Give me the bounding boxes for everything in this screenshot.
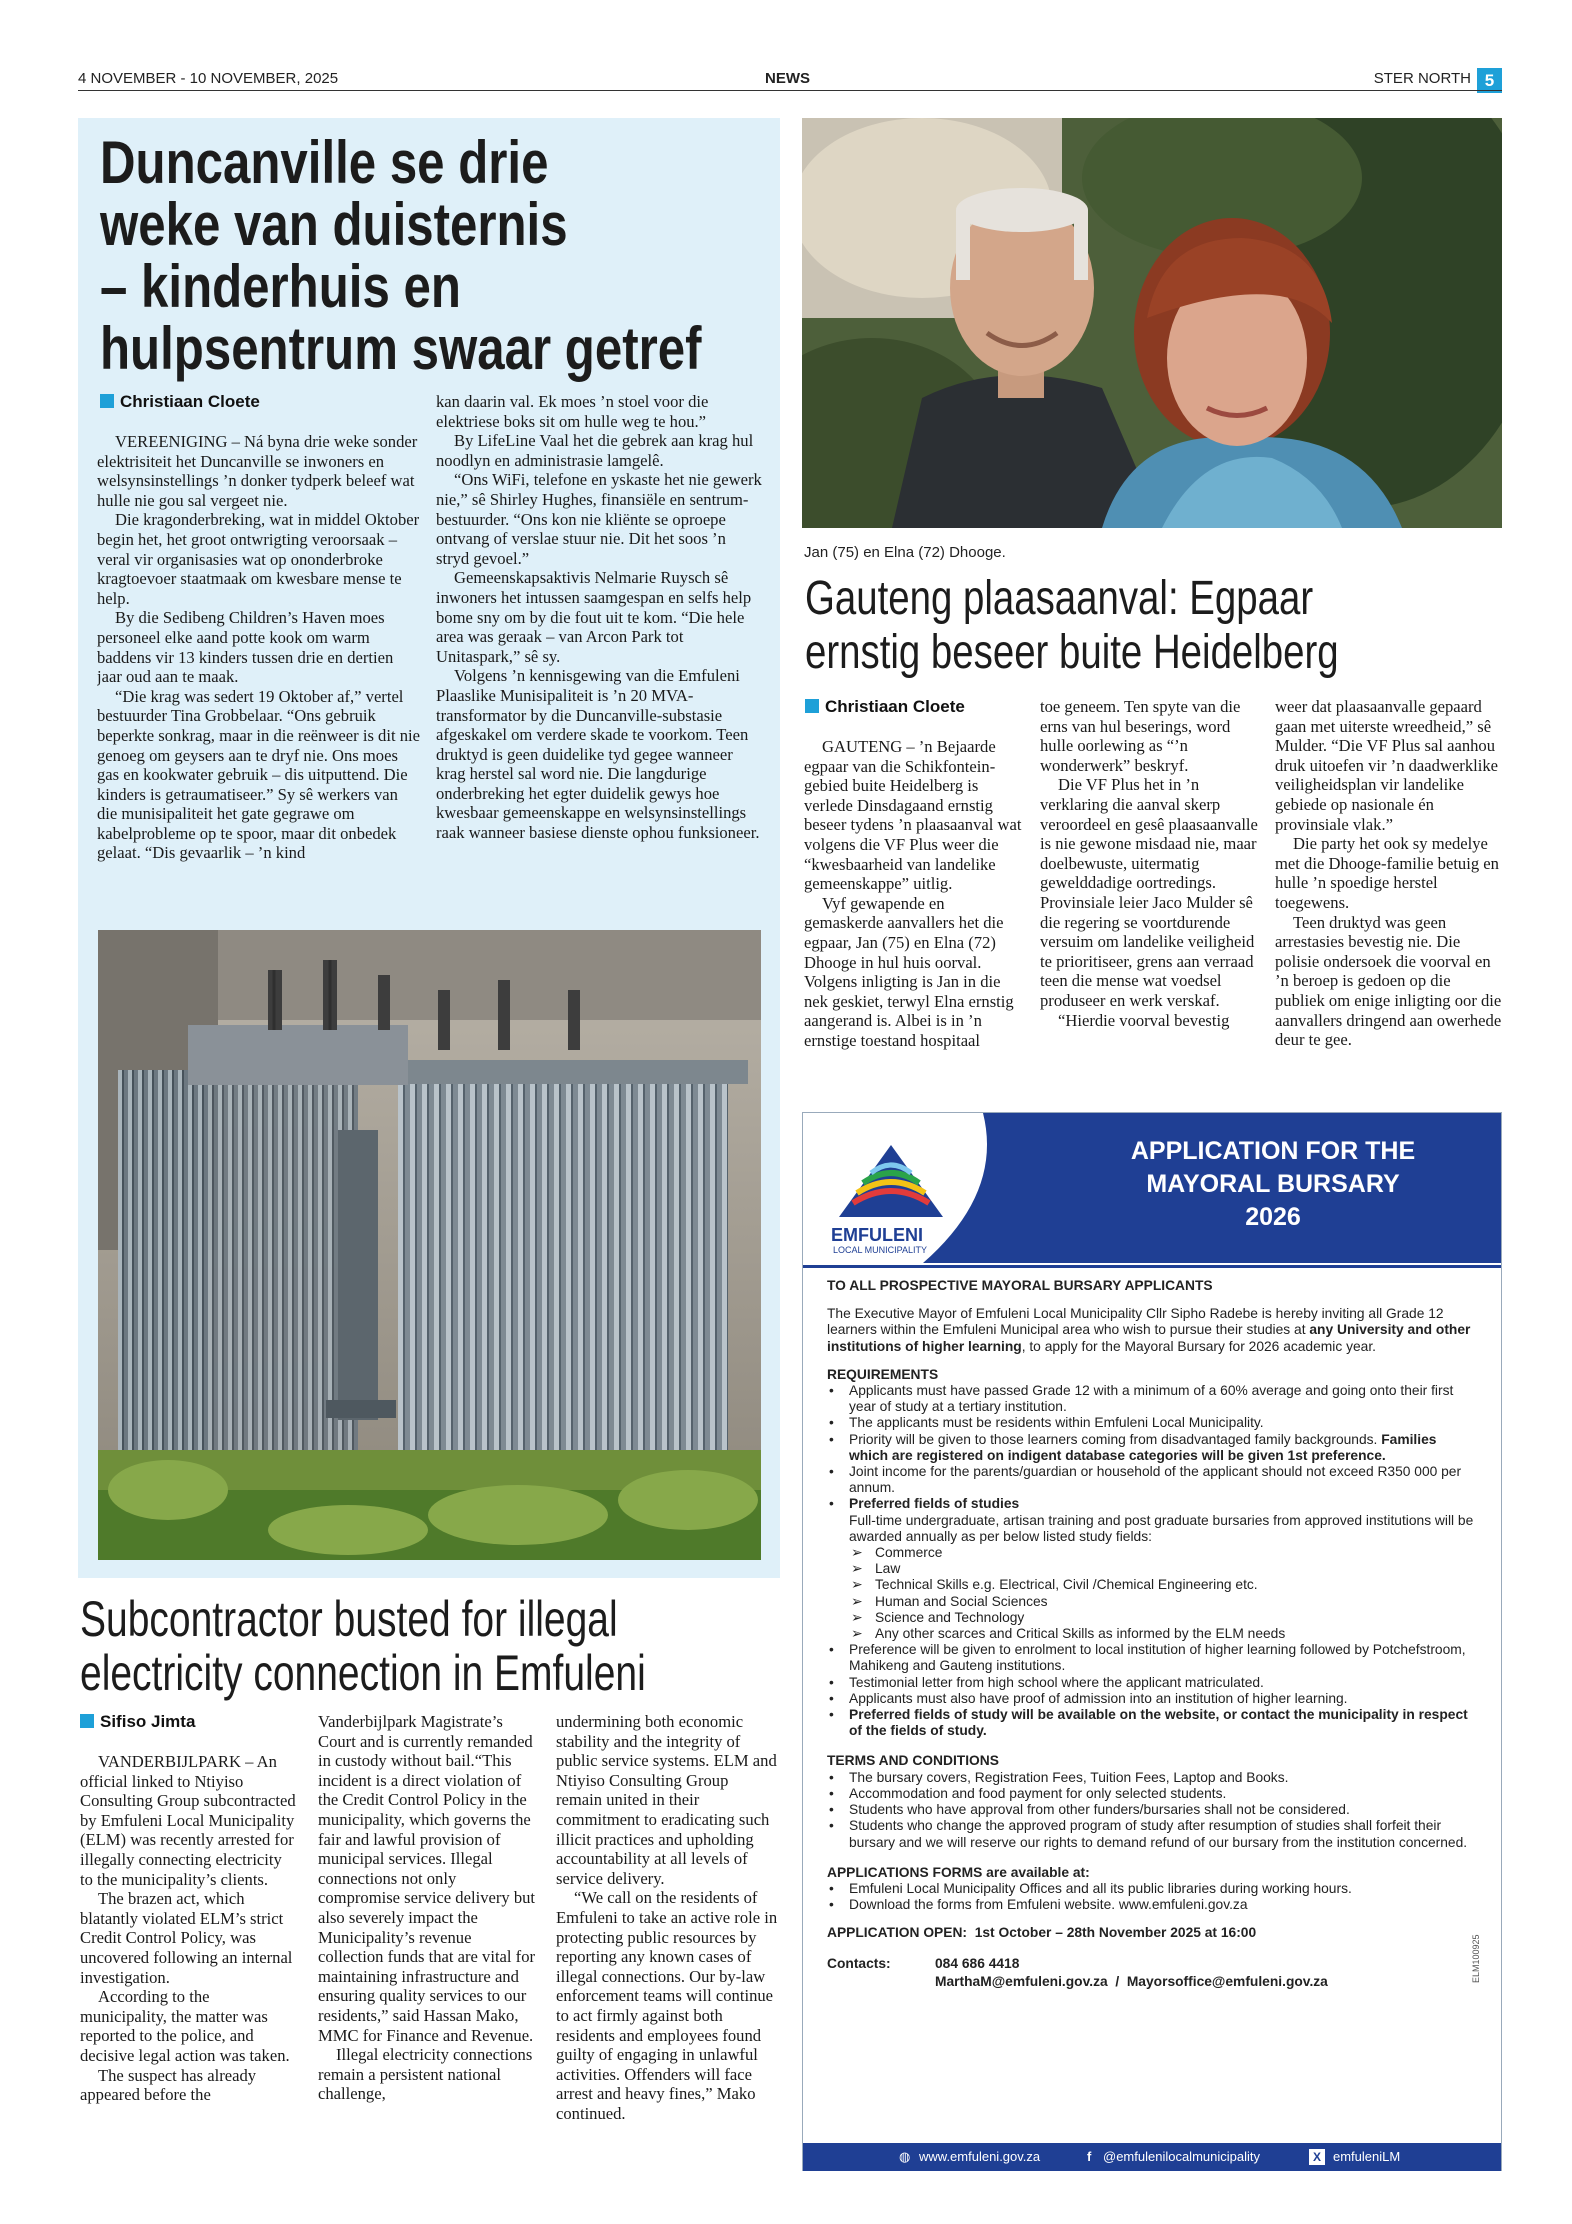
story1-column-2: [436, 392, 762, 912]
advert-title-line: MAYORAL BURSARY: [1146, 1170, 1400, 1198]
paragraph: VEREENIGING – Ná byna drie weke sonder elektrisiteit het Duncanville se inwoners en welsynsinstellings ’n donker tydperk beleef wat hulle nie gou sal vergeet nie.: [97, 432, 418, 510]
paragraph: Die VF Plus het in ’n verklaring die aanval skerp veroordeel en gesê plaasaanvalle is nie gewone misdaad nie, maar doelbewuste, uitermatig gewelddadige oortredings. Provinsiale leier Jaco Mulder sê die regering se voortdurende versuim om landelike veiligheid te prioritiseer, grens aan verraad teen die mense wat voedsel produseer en werk verskaf.: [1040, 775, 1258, 1010]
paragraph: Die party het ook sy medelye met die Dhooge-familie betuig en hulle ’n spoedige herstel toegewens.: [1275, 834, 1499, 912]
byline-marker-icon: [100, 394, 114, 408]
paragraph: “Ons WiFi, telefone en yskaste het nie gewerk nie,” sê Shirley Hughes, finansiële en sentrum-bestuurder. “Ons kon nie kliënte se oproepe ontvang of verslae stuur nie. Dit het soos ’n stryd gevoel.”: [436, 470, 762, 568]
requirement-item: • Joint income for the parents/guardian or household of the applicant should not exceed R350 000 per annum.: [827, 1464, 1477, 1496]
paragraph: “Die krag was sedert 19 Oktober af,” vertel bestuurder Tina Grobbelaar. “Ons gebruik beperkte sonkrag, maar in die reënweer is dit nie genoeg om geysers aan te dryf nie. Ons moes gas en kookwater gebruik – dis uitputtend. Die kinders is getraumatiseer.” Sy sê werkers van die munisipaliteit het gate gegrawe om kabelprobleme op te spoor, maar dit onbedek gelaat. “Dis gevaarlik – ’n kind: [97, 686, 420, 863]
story3-headline: [80, 1592, 780, 1700]
story3-headline-line: Subcontractor busted for illegal: [80, 1591, 618, 1647]
terms-item: • Accommodation and food payment for only selected students.: [827, 1786, 1477, 1802]
story1-headline-line: hulpsentrum swaar getref: [100, 315, 702, 382]
requirement-item: [827, 1496, 1477, 1545]
requirement-emphasis: Preferred fields of study will be available on the website, or contact the municipality in respect of the fields of study.: [849, 1707, 1468, 1739]
terms-item: • Students who have approval from other funders/bursaries shall not be considered.: [827, 1802, 1477, 1818]
story1-column-1: [97, 432, 420, 912]
paragraph: Gemeenskapsaktivis Nelmarie Ruysch sê inwoners het intussen saamgespan en selfs help bome sny om by die fout uit te kom. “Die hele area was geraak – van Arcon Park tot Unitaspark,” sê sy.: [436, 568, 752, 666]
contacts-email: MarthaM@emfuleni.gov.za / Mayorsoffice@emfuleni.gov.za: [935, 1973, 1328, 1989]
forms-heading: APPLICATIONS FORMS are available at:: [827, 1864, 1090, 1880]
story2-headline-line: ernstig beseer buite Heidelberg: [805, 626, 1339, 679]
terms-list: [827, 1770, 1477, 1851]
story2-byline-name: Christiaan Cloete: [825, 697, 965, 716]
study-field-item: ➢ Human and Social Sciences: [827, 1594, 1477, 1610]
footer-website[interactable]: www.emfuleni.gov.za: [919, 2149, 1041, 2164]
requirements-list: [827, 1383, 1477, 1739]
intro-text-end: , to apply for the Mayoral Bursary for 2026 academic year.: [1021, 1338, 1376, 1354]
advert-footer: [803, 2143, 1501, 2171]
section-label: NEWS: [765, 70, 810, 87]
story3-column-2: [318, 1712, 538, 2172]
advert-body: [827, 1278, 1477, 1996]
requirement-item: • Testimonial letter from high school where the applicant matriculated.: [827, 1675, 1477, 1691]
intro-emphasis: any University and other institutions of higher learning: [827, 1322, 1471, 1354]
paragraph: weer dat plaasaanvalle gepaard gaan met uiterste wreedheid,” sê Mulder. “Die VF Plus sal aanhou druk uitoefen vir ’n daadwerklike veiligheidsplan vir landelike gebiede op nasionale én provinsiale vlak.”: [1275, 697, 1499, 834]
story1-headline: [100, 129, 770, 382]
requirement-item: • Applicants must have passed Grade 12 with a minimum of a 60% average and going onto their first year of study at a tertiary institution.: [827, 1383, 1477, 1415]
study-field-item: ➢ Science and Technology: [827, 1610, 1477, 1626]
contacts-label: Contacts:: [827, 1955, 891, 1971]
transformer-illustration: [98, 930, 761, 1560]
paper-name: STER NORTH: [1373, 70, 1471, 87]
requirements-heading: REQUIREMENTS: [827, 1366, 939, 1382]
paragraph: “We call on the residents of Emfuleni to take an active role in protecting public resources by reporting any known cases of illegal connections. Our by-law enforcement teams will continue to act firmly against both residents and employees found guilty of engaging in unlawful activities. Offenders will face arrest and heavy fines,” Mako continued.: [556, 1888, 778, 2123]
paragraph: Vanderbijlpark Magistrate’s Court and is currently remanded in custody without bail.“This incident is a direct violation of the Credit Control Policy in the municipality, which governs the fair and lawful provision of municipal services. Illegal connections not only compromise service delivery but also severely impact the Municipality’s revenue collection funds that are vital for maintaining infrastructure and ensuring quality services to our residents,” said Hassan Mako, MMC for Finance and Revenue.: [318, 1712, 536, 2045]
paragraph: GAUTENG – ’n Bejaarde egpaar van die Schikfontein-gebied buite Heidelberg is verlede Dinsdagaand ernstig beseer tydens ’n plaasaanval wat volgens die VF Plus weer die “kwesbaarheid van landelike gemeenskappe” uitlig.: [804, 737, 1022, 894]
study-field-item: ➢ Any other scarces and Critical Skills as informed by the ELM needs: [827, 1626, 1477, 1642]
advert-title-line: 2026: [1245, 1203, 1301, 1231]
paragraph: By LifeLine Vaal het die gebrek aan krag hul noodlyn en administrasie lamgelê.: [436, 431, 754, 470]
requirement-emphasis: Families which are registered on indigent database categories will be given 1st preference.: [849, 1431, 1437, 1463]
story3-headline-line: electricity connection in Emfuleni: [80, 1645, 646, 1701]
requirement-item: • The applicants must be residents within Emfuleni Local Municipality.: [827, 1415, 1477, 1431]
paragraph: Die kragonderbreking, wat in middel Oktober begin het, het groot ontwrigting veroorsaak – veral vir organisasies wat op ononderbroke kragtoevoer staatmaak om kwesbare mense te help.: [97, 510, 420, 608]
advert-divider: [803, 1265, 1501, 1268]
logo-subtitle: LOCAL MUNICIPALITY: [833, 1245, 928, 1255]
transformer-photo: [98, 930, 761, 1560]
requirement-item: [827, 1432, 1477, 1464]
paragraph: kan daarin val. Ek moes ’n stoel voor die elektriese boks sit om hulle weg te hou.”: [436, 392, 709, 431]
couple-illustration: [802, 118, 1502, 528]
application-open-label: APPLICATION OPEN:: [827, 1925, 968, 1941]
logo-name: EMFULENI: [831, 1225, 923, 1245]
requirement-item: [827, 1707, 1477, 1739]
contacts: [827, 1956, 1477, 1996]
paragraph: Teen druktyd was geen arrestasies bevestig nie. Die polisie ondersoek die voorval en ’n beroep is gedoen op die publiek om enige inligting oor die aanvallers dringend aan owerhede deur te gee.: [1275, 912, 1502, 1050]
terms-heading: TERMS AND CONDITIONS: [827, 1753, 999, 1769]
paragraph: Illegal electricity connections remain a persistent national challenge,: [318, 2045, 533, 2104]
story2-column-1: [804, 737, 1024, 1092]
paragraph: According to the municipality, the matter was reported to the police, and decisive legal action was taken.: [80, 1987, 290, 2065]
terms-item: • Students who change the approved program of study after resumption of studies shall forfeit their bursary and we will reserve our rights to demand refund of our bursary from the institution concerned.: [827, 1818, 1477, 1850]
header-rule: [78, 90, 1502, 91]
facebook-icon: f: [1087, 2149, 1092, 2164]
requirement-item: • Applicants must also have proof of admission into an institution of higher learning.: [827, 1691, 1477, 1707]
x-icon: X: [1309, 2149, 1325, 2165]
paragraph: The suspect has already appeared before the: [80, 2065, 257, 2105]
fields-heading: Preferred fields of studies: [849, 1496, 1020, 1512]
contacts-phone: 084 686 4418: [935, 1955, 1020, 1971]
requirement-item: • Preference will be given to enrolment to local institution of higher learning followed by Potchefstroom, Mahikeng and Gauteng institutions.: [827, 1642, 1477, 1674]
forms-list: [827, 1881, 1477, 1913]
couple-photo: [802, 118, 1502, 528]
advert-title-line: APPLICATION FOR THE: [1130, 1137, 1416, 1165]
paragraph: “Hierdie voorval bevestig: [1058, 1010, 1230, 1030]
bursary-advert: [802, 1112, 1502, 2171]
page-number: 5: [1477, 68, 1502, 93]
requirement-text: Priority will be given to those learners coming from disadvantaged family backgrounds.: [849, 1431, 1382, 1447]
study-field-item: ➢ Commerce: [827, 1545, 1477, 1561]
advert-side-code: ELM100925: [1471, 1934, 1481, 1983]
story1-headline-line: – kinderhuis en: [100, 253, 461, 320]
forms-item: • Emfuleni Local Municipality Offices and all its public libraries during working hours.: [827, 1881, 1477, 1897]
fields-intro: Full-time undergraduate, artisan training and post graduate bursaries from approved institutions will be awarded annually as per below listed study fields:: [849, 1512, 1474, 1544]
terms-item: • The bursary covers, Registration Fees, Tuition Fees, Laptop and Books.: [827, 1770, 1477, 1786]
paragraph: Volgens ’n kennisgewing van die Emfuleni Plaaslike Munisipaliteit is ’n 20 MVA-transformator by die Duncanville-substasie afgeskakel om verdere skade te voorkom. Teen druktyd is geen duidelike tyd gegee wanneer krag herstel sal word nie. Die langdurige onderbreking het egter duidelik gewys hoe kwesbaar gemeenskappe en welsynsinstellings raak wanneer basiese dienste ophou funksioneer.: [436, 666, 760, 843]
story2-byline: [805, 697, 965, 717]
paragraph: The brazen act, which blatantly violated ELM’s strict Credit Control Policy, was uncovered following an internal investigation.: [80, 1889, 293, 1987]
story1-headline-line: weke van duisternis: [100, 191, 568, 258]
advert-title: [1063, 1135, 1483, 1234]
story1-byline: [100, 392, 260, 412]
emfuleni-logo-icon: [831, 1143, 951, 1223]
story3-byline-name: Sifiso Jimta: [100, 1712, 196, 1731]
application-open: [827, 1925, 1477, 1941]
story3-column-3: [556, 1712, 778, 2172]
globe-icon: ◍: [899, 2149, 911, 2164]
story2-headline: [805, 572, 1505, 680]
byline-marker-icon: [80, 1714, 94, 1728]
to-all-heading: TO ALL PROSPECTIVE MAYORAL BURSARY APPLICANTS: [827, 1278, 1213, 1293]
paragraph: By die Sedibeng Children’s Haven moes personeel elke aand potte kook om warm baddens vir 13 kinders tussen drie en dertien jaar oud aan te maak.: [97, 608, 394, 687]
application-open-dates: 1st October – 28th November 2025 at 16:00: [974, 1925, 1257, 1941]
byline-marker-icon: [805, 699, 819, 713]
issue-date: 4 NOVEMBER - 10 NOVEMBER, 2025: [78, 70, 339, 87]
study-field-item: ➢ Technical Skills e.g. Electrical, Civil /Chemical Engineering etc.: [827, 1577, 1477, 1593]
story3-column-1: [80, 1752, 298, 2172]
intro-text: The Executive Mayor of Emfuleni Local Municipality Cllr Sipho Radebe is hereby inviting all Grade 12 learners within the Emfuleni Municipal area who wish to pursue their studies at: [827, 1306, 1444, 1338]
story2-headline-line: Gauteng plaasaanval: Egpaar: [805, 572, 1314, 625]
paragraph: undermining both economic stability and the integrity of public service systems. ELM and Ntiyiso Consulting Group remain united in their commitment to eradicating such illicit practices and upholding accountability at all levels of service delivery.: [556, 1712, 777, 1888]
couple-photo-caption: Jan (75) en Elna (72) Dhooge.: [804, 544, 1006, 561]
story2-column-2: [1040, 697, 1258, 1092]
paragraph: toe geneem. Ten spyte van die erns van hul beserings, word hulle oorlewing as “’n wonderwerk” beskryf.: [1040, 697, 1241, 775]
footer-x[interactable]: emfuleniLM: [1333, 2149, 1401, 2164]
story1-byline-name: Christiaan Cloete: [120, 392, 260, 411]
story3-byline: [80, 1712, 195, 1732]
story1-headline-line: Duncanville se drie: [100, 129, 549, 196]
advert-intro: [827, 1306, 1477, 1355]
paragraph: Vyf gewapende en gemaskerde aanvallers het die egpaar, Jan (75) en Elna (72) Dhooge in hul huis oorval. Volgens inligting is Jan in die nek geskiet, terwyl Elna ernstig aangerand is. Albei is in ’n ernstige toestand hospitaal: [804, 893, 1014, 1050]
story2-column-3: [1275, 697, 1502, 1092]
study-field-item: ➢ Law: [827, 1561, 1477, 1577]
advert-banner: [803, 1113, 1501, 1263]
footer-facebook[interactable]: @emfulenilocalmunicipality: [1103, 2149, 1260, 2164]
paragraph: VANDERBIJLPARK – An official linked to Ntiyiso Consulting Group subcontracted by Emfuleni Local Municipality (ELM) was recently arrested for illegally connecting electricity to the municipality’s clients.: [80, 1752, 296, 1889]
forms-item: • Download the forms from Emfuleni website. www.emfuleni.gov.za: [827, 1897, 1477, 1913]
